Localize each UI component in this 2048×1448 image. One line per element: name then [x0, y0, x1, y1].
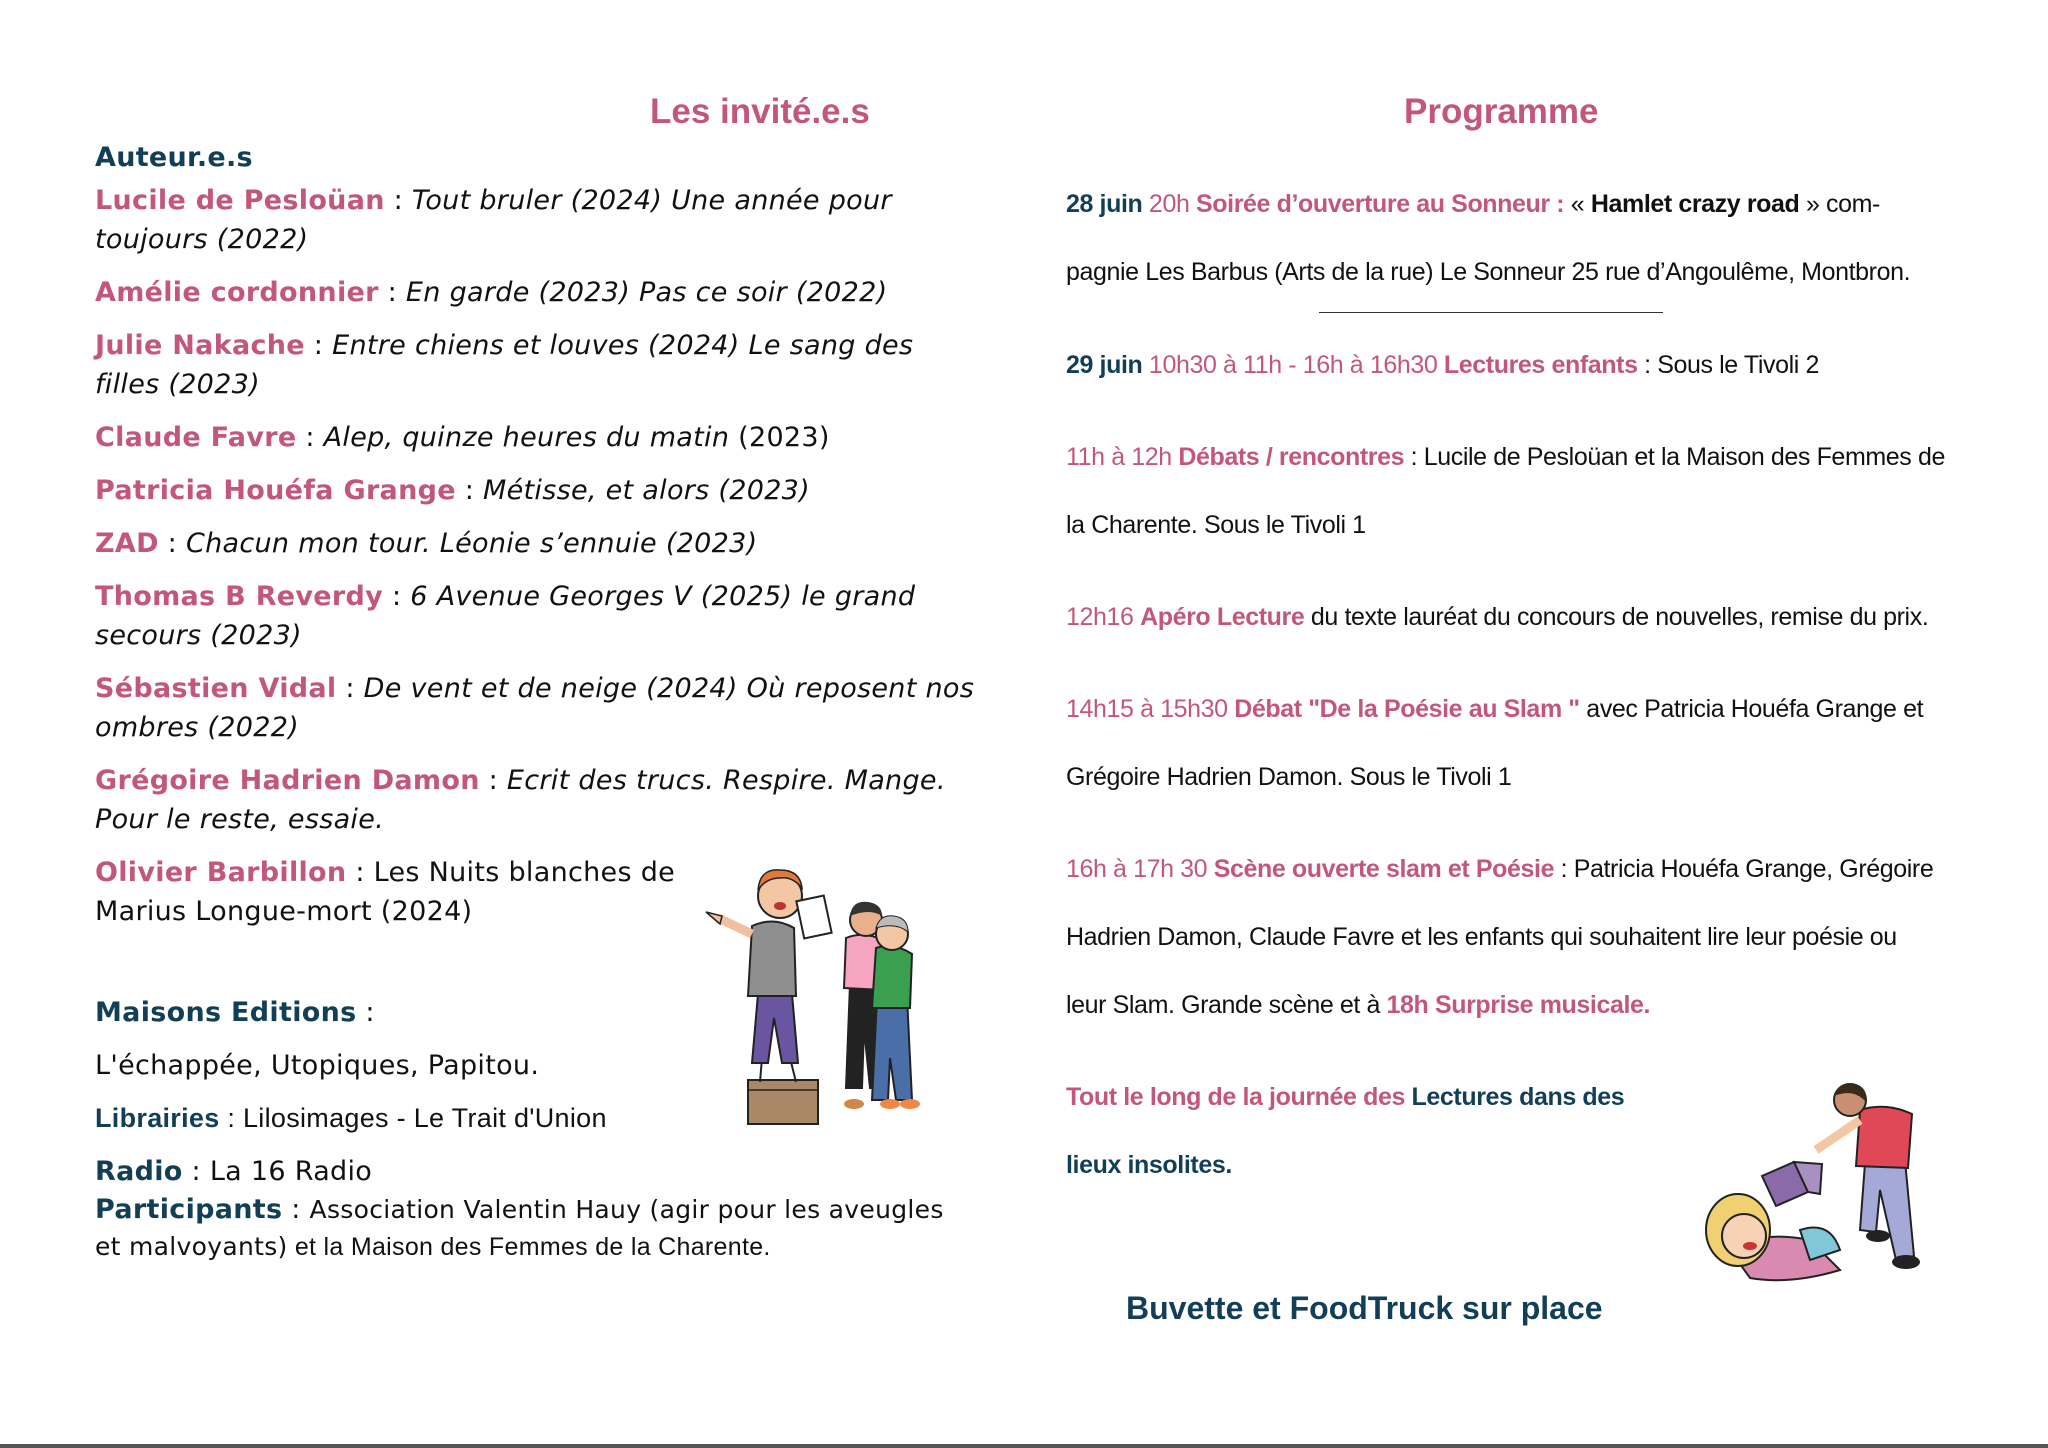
- programme-column: [1066, 170, 1966, 1199]
- separator: :: [182, 1156, 210, 1187]
- author-name: Claude Favre: [95, 422, 297, 453]
- event: Scène ouverte slam et Poésie: [1213, 855, 1555, 883]
- author-works: Métisse, et alors (2023): [483, 475, 810, 506]
- participants-label: Participants: [95, 1194, 283, 1225]
- author-works: Chacun mon tour. Léonie s’ennuie (2023): [185, 528, 758, 559]
- radio-label: Radio: [95, 1156, 183, 1187]
- author-entry: [95, 471, 975, 510]
- crate: [748, 1080, 818, 1124]
- radio: [95, 1152, 975, 1191]
- time: 20h: [1142, 190, 1196, 218]
- maisons-label: Maisons Editions: [95, 997, 357, 1028]
- librairies-label: Librairies: [95, 1103, 220, 1133]
- separator: :: [346, 857, 374, 888]
- event: Soirée d’ouverture au Sonneur :: [1196, 190, 1565, 218]
- author-entry: [95, 669, 975, 747]
- programme-item: [1066, 835, 1966, 903]
- participants: [95, 1191, 975, 1266]
- maisons-value: L'échappée, Utopiques, Papitou.: [95, 1050, 540, 1081]
- programme-item: [1066, 423, 1966, 491]
- separator: :: [304, 330, 333, 361]
- event: Débat "De la Poésie au Slam ": [1234, 695, 1580, 723]
- author-works: 6 Avenue Georges V (2025) le grand secours (2023): [95, 581, 916, 651]
- author-name: Amélie cordonnier: [95, 277, 379, 308]
- author-name: Thomas B Reverdy: [95, 581, 384, 612]
- author-works: En garde (2023) Pas ce soir (2022): [405, 277, 888, 308]
- right-title: Programme: [1404, 92, 1599, 131]
- author-name: Grégoire Hadrien Damon: [95, 765, 480, 796]
- participants-value-2a: et malvoyants): [95, 1232, 288, 1261]
- author-name: ZAD: [95, 528, 159, 559]
- separator: :: [383, 581, 411, 612]
- author-name: Olivier Barbillon: [95, 857, 347, 888]
- bottom-border: [0, 1444, 2048, 1448]
- author-name: Sébastien Vidal: [95, 673, 337, 704]
- author-works: Ecrit des trucs. Respire. Mange. Pour le reste, essaie.: [95, 765, 946, 835]
- author-entry: [95, 761, 975, 839]
- date: 29 juin: [1066, 351, 1143, 379]
- separator: :: [384, 185, 412, 216]
- separator: :: [479, 765, 507, 796]
- left-title: Les invité.e.s: [650, 92, 870, 131]
- trousers: [752, 994, 798, 1063]
- surprise: 18h Surprise musicale.: [1386, 991, 1651, 1019]
- date: 28 juin: [1066, 190, 1143, 218]
- author-entry: [95, 273, 975, 312]
- event: Apéro Lecture: [1140, 603, 1305, 631]
- programme-item: [1066, 170, 1966, 238]
- librairies-value: Lilosimages - Le Trait d'Union: [242, 1103, 607, 1133]
- details: du texte lauréat du concours de nouvelles, remise du prix.: [1304, 603, 1929, 631]
- details: : Sous le Tivoli 2: [1637, 351, 1819, 379]
- programme-line: lieux insolites.: [1066, 1151, 1232, 1179]
- separator: :: [356, 997, 375, 1028]
- quote-close: » com-: [1799, 190, 1880, 218]
- programme-item: [1066, 583, 1966, 651]
- time: 14h15 à 15h30: [1066, 695, 1235, 723]
- kids-reading-illustration: [1690, 1080, 1960, 1295]
- author-year: (2023): [729, 422, 830, 453]
- readers-illustration: [700, 858, 930, 1148]
- author-entry: [95, 853, 685, 931]
- lectures-insolites: Lectures dans des: [1411, 1083, 1625, 1111]
- divider: [1319, 312, 1663, 313]
- time: 16h à 17h 30: [1066, 855, 1214, 883]
- author-entry: [95, 577, 975, 655]
- time: 12h16: [1066, 603, 1141, 631]
- details: : Lucile de Pesloüan et la Maison des Femmes de: [1404, 443, 1945, 471]
- shirt: [748, 921, 796, 996]
- author-works: Alep, quinze heures du matin: [323, 422, 730, 453]
- participants-value: Association Valentin Hauy (agir pour les aveugles: [309, 1195, 944, 1224]
- separator: :: [219, 1103, 243, 1133]
- author-works: Tout bruler (2024) Une année pour toujours (2022): [95, 185, 892, 255]
- separator: :: [282, 1194, 310, 1225]
- event: Lectures enfants: [1443, 351, 1638, 379]
- details: leur Slam. Grande scène et à: [1066, 991, 1387, 1019]
- author-entry: [95, 326, 975, 404]
- all-day: Tout le long de la journée des: [1066, 1083, 1412, 1111]
- time: 11h à 12h: [1066, 443, 1179, 471]
- programme-line: [1066, 971, 1966, 1039]
- programme-item: [1066, 675, 1966, 743]
- separator: :: [296, 422, 324, 453]
- author-works: Les Nuits blanches de: [373, 857, 676, 888]
- programme-line: Grégoire Hadrien Damon. Sous le Tivoli 1: [1066, 763, 1512, 791]
- programme-item: [1066, 331, 1966, 399]
- author-entry: [95, 418, 975, 457]
- show-title: Hamlet crazy road: [1590, 190, 1800, 218]
- separator: :: [378, 277, 406, 308]
- paper: [796, 896, 831, 939]
- radio-value: La 16 Radio: [209, 1156, 373, 1187]
- author-entry: [95, 524, 975, 563]
- author-works: Entre chiens et louves (2024) Le sang des filles (2023): [95, 330, 914, 400]
- programme-line: pagnie Les Barbus (Arts de la rue) Le Sonneur 25 rue d’Angoulême, Montbron.: [1066, 258, 1911, 286]
- programme-line: Hadrien Damon, Claude Favre et les enfants qui souhaitent lire leur poésie ou: [1066, 923, 1897, 951]
- buvette-banner: Buvette et FoodTruck sur place: [1126, 1290, 1603, 1326]
- details: avec Patricia Houéfa Grange et: [1579, 695, 1924, 723]
- time: 10h30 à 11h - 16h à 16h30: [1142, 351, 1444, 379]
- author-entry: [95, 181, 975, 259]
- separator: :: [158, 528, 186, 559]
- author-works-line2: Marius Longue-mort (2024): [95, 896, 473, 927]
- author-works: De vent et de neige (2024) Où reposent nos ombres (2022): [95, 673, 975, 743]
- separator: :: [455, 475, 484, 506]
- quote-open: «: [1564, 190, 1591, 218]
- author-name: Julie Nakache: [95, 330, 305, 361]
- event: Débats / rencontres: [1178, 443, 1405, 471]
- details: : Patricia Houéfa Grange, Grégoire: [1554, 855, 1934, 883]
- auteurs-heading: Auteur.e.s: [95, 142, 253, 173]
- separator: :: [336, 673, 364, 704]
- participants-value-2b: et la Maison des Femmes de la Charente.: [287, 1233, 771, 1261]
- programme-line: la Charente. Sous le Tivoli 1: [1066, 511, 1366, 539]
- author-name: Patricia Houéfa Grange: [95, 475, 456, 506]
- author-name: Lucile de Pesloüan: [95, 185, 385, 216]
